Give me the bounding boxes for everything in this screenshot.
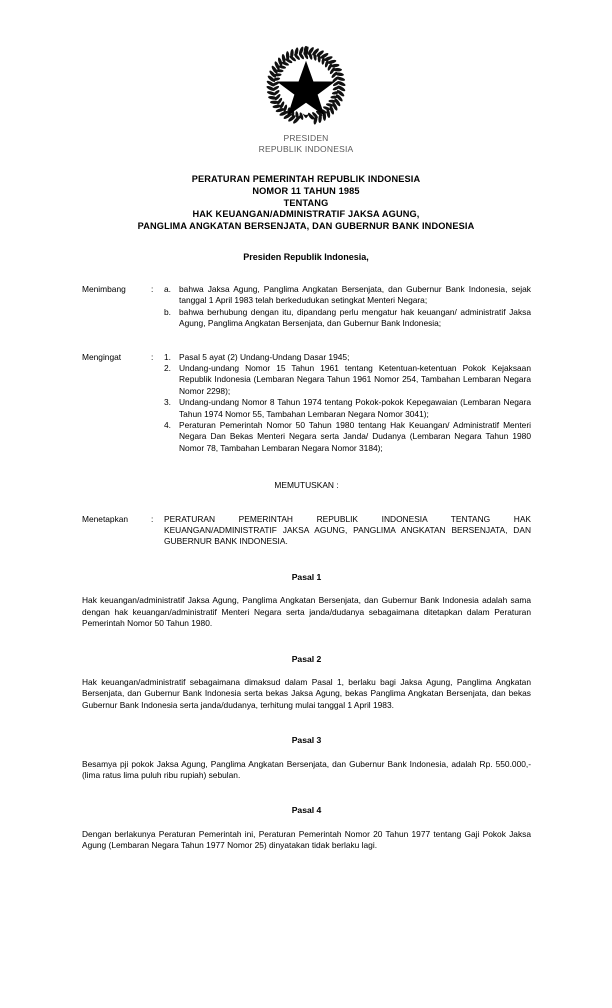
title-line-tentang: TENTANG: [283, 197, 329, 208]
article-heading-pasal-2: Pasal 2: [291, 653, 322, 664]
clause-menetapkan: [82, 514, 531, 548]
article-heading-pasal-1: Pasal 1: [291, 571, 322, 582]
menimbang-colon: :: [151, 283, 154, 294]
list-item: [164, 307, 531, 330]
menetapkan-colon: :: [151, 513, 154, 524]
item-text: Undang-undang Nomor 15 Tahun 1961 tentang Ketentuan-ketentuan Pokok Kejaksaan Republik Indonesia (Lembaran Negara Tahun 1961 Nomor 254, Tambahan Lembaran Negara Nomor 2298);: [179, 363, 531, 396]
item-marker: 4.: [164, 420, 171, 431]
menetapkan-text: PERATURAN PEMERINTAH REPUBLIK INDONESIA TENTANG HAK KEUANGAN/ADMINISTRATIF JAKSA AGUNG, PANGLIMA ANGKATAN BERSENJATA, DAN GUBERNUR BANK INDONESIA.: [164, 513, 531, 547]
clause-mengingat: [82, 352, 531, 455]
list-item: [164, 284, 531, 307]
item-text: bahwa Jaksa Agung, Panglima Angkatan Bersenjata, dan Gubernur Bank Indonesia, sejak tanggal 1 April 1983 telah berkedudukan setingkat Menteri Negara;: [179, 283, 531, 306]
article-body-pasal-4: Dengan berlakunya Peraturan Pemerintah ini, Peraturan Pemerintah Nomor 20 Tahun 1977 tentang Gaji Pokok Jaksa Agung (Lembaran Negara Tahun 1977 Nomor 25) dinyatakan tidak berlaku lagi.: [82, 828, 531, 851]
mengingat-label: Mengingat: [82, 351, 122, 362]
menimbang-items: [164, 284, 531, 330]
mengingat-colon: :: [151, 351, 154, 362]
article-body-pasal-1: Hak keuangan/administratif Jaksa Agung, Panglima Angkatan Bersenjata, dan Gubernur Bank Indonesia adalah sama dengan hak keuangan/administratif Menteri Negara serta janda/dudanya sebagaimana ditetapkan dalam Peraturan Pemerintah Nomor 50 Tahun 1980.: [82, 595, 531, 629]
letterhead-line-republik: REPUBLIK INDONESIA: [258, 144, 354, 154]
indonesia-presidential-seal-icon: [264, 44, 348, 128]
title-line-number: NOMOR 11 TAHUN 1985: [252, 185, 360, 196]
title-line-subject-2: PANGLIMA ANGKATAN BERSENJATA, DAN GUBERNUR BANK INDONESIA: [137, 221, 475, 232]
list-item: [164, 397, 531, 420]
list-item: [164, 352, 531, 363]
item-marker: 1.: [164, 351, 171, 362]
item-text: Pasal 5 ayat (2) Undang-Undang Dasar 1945;: [179, 351, 350, 362]
title-line-1: PERATURAN PEMERINTAH REPUBLIK INDONESIA: [191, 174, 421, 184]
clause-menimbang: [82, 284, 531, 330]
article-body-pasal-3: Besamya pji pokok Jaksa Agung, Panglima Angkatan Bersenjata, dan Gubernur Bank Indonesia, adalah Rp. 550.000,- (lima ratus lima puluh ribu rupiah) sebulan.: [82, 758, 531, 780]
title-line-subject-1: HAK KEUANGAN/ADMINISTRATIF JAKSA AGUNG,: [192, 209, 420, 220]
issuing-authority: Presiden Republik Indonesia,: [243, 251, 369, 262]
mengingat-items: [164, 352, 531, 455]
list-item: [164, 420, 531, 454]
item-marker: 3.: [164, 397, 171, 408]
article-heading-pasal-3: Pasal 3: [291, 735, 322, 746]
item-marker: 2.: [164, 363, 171, 374]
menetapkan-label: Menetapkan: [82, 513, 129, 524]
list-item: [164, 363, 531, 397]
item-text: Undang-undang Nomor 8 Tahun 1974 tentang Pokok-pokok Kepegawaian (Lembaran Negara Tahun 1974 Nomor 55, Tambahan Lembaran Negara Nomor 3041);: [179, 397, 531, 419]
item-text: Peraturan Pemerintah Nomor 50 Tahun 1980 tentang Hak Keuangan/ Administratif Menteri Negara Dan Bekas Menteri Negara serta Janda/ Dudanya (Lembaran Negara Tahun 1980 Nomor 78, Tambahan Lembaran Negara Nomor 3184);: [179, 420, 531, 453]
item-text: bahwa berhubung dengan itu, dipandang perlu mengatur hak keuangan/ administratif Jaksa Agung, Panglima Angkatan Bersenjata, dan Gubernur Bank Indonesia;: [179, 306, 531, 329]
letterhead-line-presiden: PRESIDEN: [283, 133, 329, 143]
letterhead-caption: [0, 133, 612, 155]
menimbang-label: Menimbang: [82, 283, 126, 294]
article-heading-pasal-4: Pasal 4: [291, 805, 322, 816]
letterhead: [0, 0, 612, 155]
page-title: [0, 174, 612, 233]
item-marker: b.: [164, 306, 171, 317]
article-body-pasal-2: Hak keuangan/administratif sebagaimana dimaksud dalam Pasal 1, berlaku bagi Jaksa Agung, Panglima Angkatan Bersenjata, dan Gubernur Bank Indonesia serta bekas Jaksa Agung, bekas Panglima Angkatan Bersenjata, dan bekas Gubernur Bank Indonesia serta janda/dudanya, terhitung mulai tanggal 1 April 1983.: [82, 676, 531, 710]
document-body: [0, 284, 612, 852]
item-marker: a.: [164, 283, 171, 294]
memutuskan-heading: MEMUTUSKAN :: [274, 480, 339, 491]
